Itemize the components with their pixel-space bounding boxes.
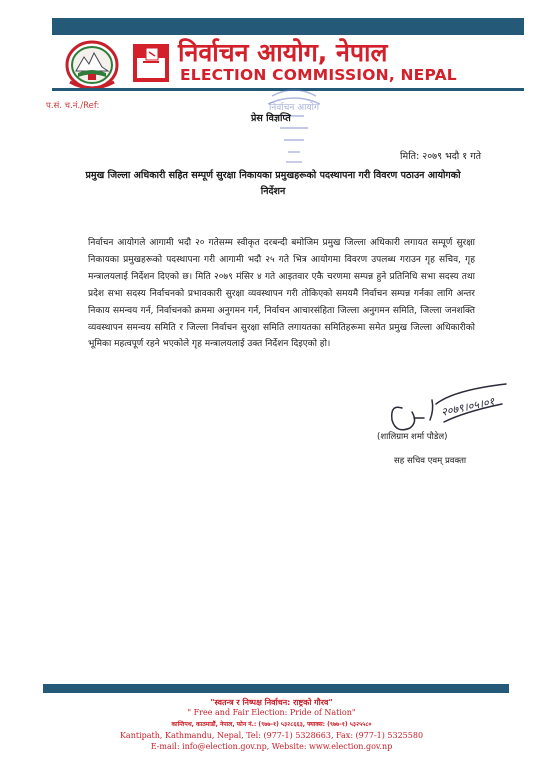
footer-address-english: Kantipath, Kathmandu, Nepal, Tel: (977-1) 5328663, Fax: (977-1) 5325580 [119,731,424,740]
signer-name: (शालिग्राम शर्मा पौडेल) [377,432,448,442]
footer-slogan-english: " Free and Fair Election: Pride of Nation" [187,708,356,717]
press-release-heading: प्रेस विज्ञप्ति [251,113,291,124]
footer-bar [43,684,509,693]
reference-label: प.सं. च.नं./Ref: [46,101,100,111]
handwritten-signature [384,382,514,438]
footer-address-nepali: कान्तिपथ, काठमाडौं, नेपाल, फोन नं.: (९७७-१) ५३२८६६३, फ्याक्स: (९७७-१) ५३२५५८० [171,721,372,728]
commission-title-nepali: निर्वाचन आयोग, नेपाल [178,38,388,67]
signer-designation: सह सचिव एवम् प्रवक्ता [394,456,467,466]
header-top-bar [52,18,524,35]
body-paragraph: निर्वाचन आयोगले आगामी भदौ २० गतेसम्म स्वीकृत दरबन्दी बमोजिम प्रमुख जिल्ला अधिकारी लगायत सम्पूर्ण सुरक्षा निकायका प्रमुखहरूको पदस्थापना गरी आगामी भदौ २५ गते भित्र आयोगमा विवरण उपलब्ध गराउन गृह सचिव, गृह मन्त्रालयलाई निर्देशन दिएको छ। मिति २०७९ मंसिर ४ गते आइतवार एकै चरणमा सम्पन्न हुने प्रतिनिधि सभा सदस्य तथा प्रदेश सभा सदस्य निर्वाचनको प्रभावकारी सुरक्षा व्यवस्थापन गरी तोकिएको समयमै निर्वाचन सम्पन्न गर्नका लागि अन्तर निकाय समन्वय गर्न, निर्वाचनको क्रममा अनुगमन गर्न, निर्वाचन आचारसंहिता जिल्ला अनुगमन समिति, जिल्ला जनशक्ति व्यवस्थापन समन्वय समिति र जिल्ला निर्वाचन सुरक्षा समिति लगायतका समितिहरूमा समेत प्रमुख जिल्ला अधिकारीको भूमिका महत्वपूर्ण रहने भएकोले गृह मन्त्रालयलाई उक्त निर्देशन दिइएको हो। [88,238,475,350]
release-date: मिति: २०७९ भदौ १ गते [400,151,481,162]
footer-contact-line: E-mail: info@election.gov.np, Website: www.election.gov.np [150,742,393,751]
subject-heading: प्रमुख जिल्ला अधिकारी सहित सम्पूर्ण सुरक्षा निकायका प्रमुखहरूको पदस्थापना गरी विवरण पठाउन आयोगको निर्देशन [85,170,461,197]
official-stamp-icon [254,82,334,170]
svg-text:निर्वाचन आयोग: निर्वाचन आयोग [268,103,320,113]
commission-title-english: ELECTION COMMISSION, NEPAL [180,66,457,84]
nepal-emblem-icon [64,38,120,90]
footer-slogan-nepali: "स्वतन्त्र र निष्पक्ष निर्वाचन: राष्ट्रको गौरव" [210,698,333,707]
svg-text:२०७९।०५।०१: २०७९।०५।०१ [439,394,496,419]
ballot-box-logo-icon [133,44,169,82]
